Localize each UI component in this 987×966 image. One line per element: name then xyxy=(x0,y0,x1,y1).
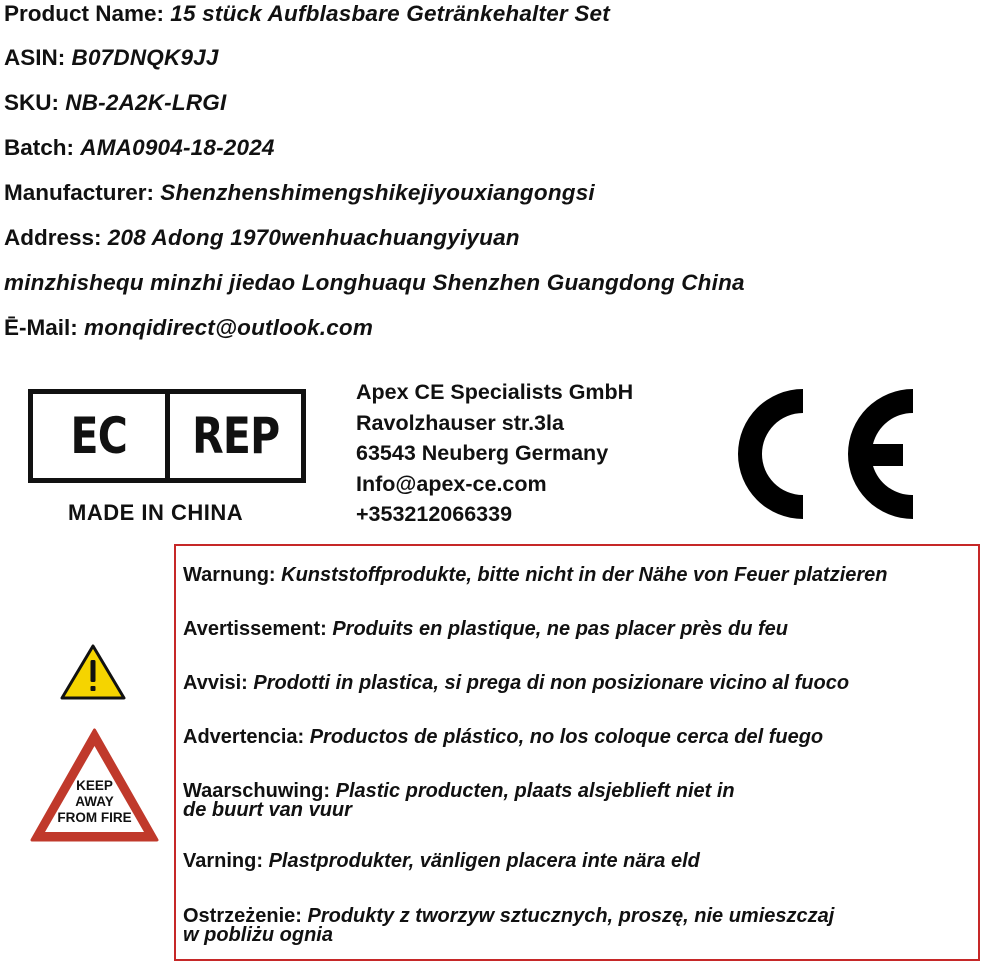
fire-sign-line-2: AWAY xyxy=(75,794,114,809)
ce-mark-c xyxy=(738,389,803,519)
asin-line xyxy=(4,45,219,71)
email-value: monqidirect@outlook.com xyxy=(84,315,374,340)
address-value: 208 Adong 1970wenhuachuangyiyuan xyxy=(107,225,520,250)
email-label: Ē-Mail: xyxy=(4,315,78,340)
warning-label: Avertissement: xyxy=(183,618,327,640)
address-continuation-value: minzhishequ minzhi jiedao Longhuaqu Shenzhen Guangdong China xyxy=(4,270,745,295)
batch-line xyxy=(4,135,275,161)
ec-rep-right: REP xyxy=(191,407,279,465)
warning-text: Plastic producten, plaats alsjeblieft niet in xyxy=(335,780,735,802)
warning-spanish xyxy=(183,728,823,747)
ce-mark-icon xyxy=(735,385,920,523)
warning-text: Produkty z tworzyw sztucznych, proszę, nie umieszczaj xyxy=(307,905,835,927)
fire-sign-line-3: FROM FIRE xyxy=(57,810,132,825)
warning-label: Ostrzeżenie: xyxy=(183,905,302,927)
warning-german xyxy=(183,566,888,585)
product-name-line xyxy=(4,1,610,27)
warning-label: Warnung: xyxy=(183,564,276,586)
product-name-label: Product Name: xyxy=(4,1,165,26)
warning-italian xyxy=(183,674,849,693)
sku-value: NB-2A2K-LRGI xyxy=(65,90,227,115)
rep-email: Info@apex-ce.com xyxy=(356,471,547,496)
sku-label: SKU: xyxy=(4,90,59,115)
ec-rep-logo xyxy=(28,389,306,483)
warning-text: Productos de plástico, no los coloque cerca del fuego xyxy=(309,726,824,748)
warning-text-continued: de buurt van vuur xyxy=(183,799,352,821)
warning-text-continued: w pobliżu ognia xyxy=(183,924,333,946)
rep-city: 63543 Neuberg Germany xyxy=(356,441,609,465)
product-name-value: 15 stück Aufblasbare Getränkehalter Set xyxy=(170,1,610,26)
manufacturer-label: Manufacturer: xyxy=(4,180,155,205)
ce-mark-e xyxy=(848,389,913,519)
ec-rep-left: EC xyxy=(70,407,127,465)
warning-label: Varning: xyxy=(183,850,264,872)
warning-label: Advertencia: xyxy=(183,726,305,748)
warning-triangle-icon xyxy=(59,643,127,701)
rep-street: Ravolzhauser str.3la xyxy=(356,410,564,435)
warning-swedish xyxy=(183,852,700,871)
fire-sign-line-1: KEEP xyxy=(76,778,113,793)
warning-text: Prodotti in plastica, si prega di non posizionare vicino al fuoco xyxy=(253,672,850,694)
batch-value: AMA0904-18-2024 xyxy=(80,135,275,160)
warning-label: Avvisi: xyxy=(183,672,248,694)
batch-label: Batch: xyxy=(4,135,75,160)
warning-label: Waarschuwing: xyxy=(183,780,331,802)
made-in-china: MADE IN CHINA xyxy=(68,500,244,525)
warning-french xyxy=(183,620,788,639)
address-line xyxy=(4,225,520,251)
ec-rep-divider xyxy=(165,394,170,478)
warning-dutch xyxy=(183,782,735,820)
asin-value: B07DNQK9JJ xyxy=(71,45,219,70)
warning-text: Plastprodukter, vänligen placera inte nära eld xyxy=(268,850,700,872)
warning-polish xyxy=(183,907,834,945)
address-label: Address: xyxy=(4,225,102,250)
warning-text: Kunststoffprodukte, bitte nicht in der Nähe von Feuer platzieren xyxy=(281,564,888,586)
manufacturer-value: Shenzhenshimengshikejiyouxiangongsi xyxy=(160,180,595,205)
rep-phone: +353212066339 xyxy=(356,502,513,526)
manufacturer-line xyxy=(4,180,595,206)
representative-address xyxy=(356,377,633,530)
asin-label: ASIN: xyxy=(4,45,66,70)
address-continuation-line xyxy=(4,270,745,296)
warning-box xyxy=(174,544,980,961)
warning-text: Produits en plastique, ne pas placer près du feu xyxy=(332,618,788,640)
sku-line xyxy=(4,90,226,116)
rep-company: Apex CE Specialists GmbH xyxy=(356,380,634,404)
email-line xyxy=(4,315,373,341)
